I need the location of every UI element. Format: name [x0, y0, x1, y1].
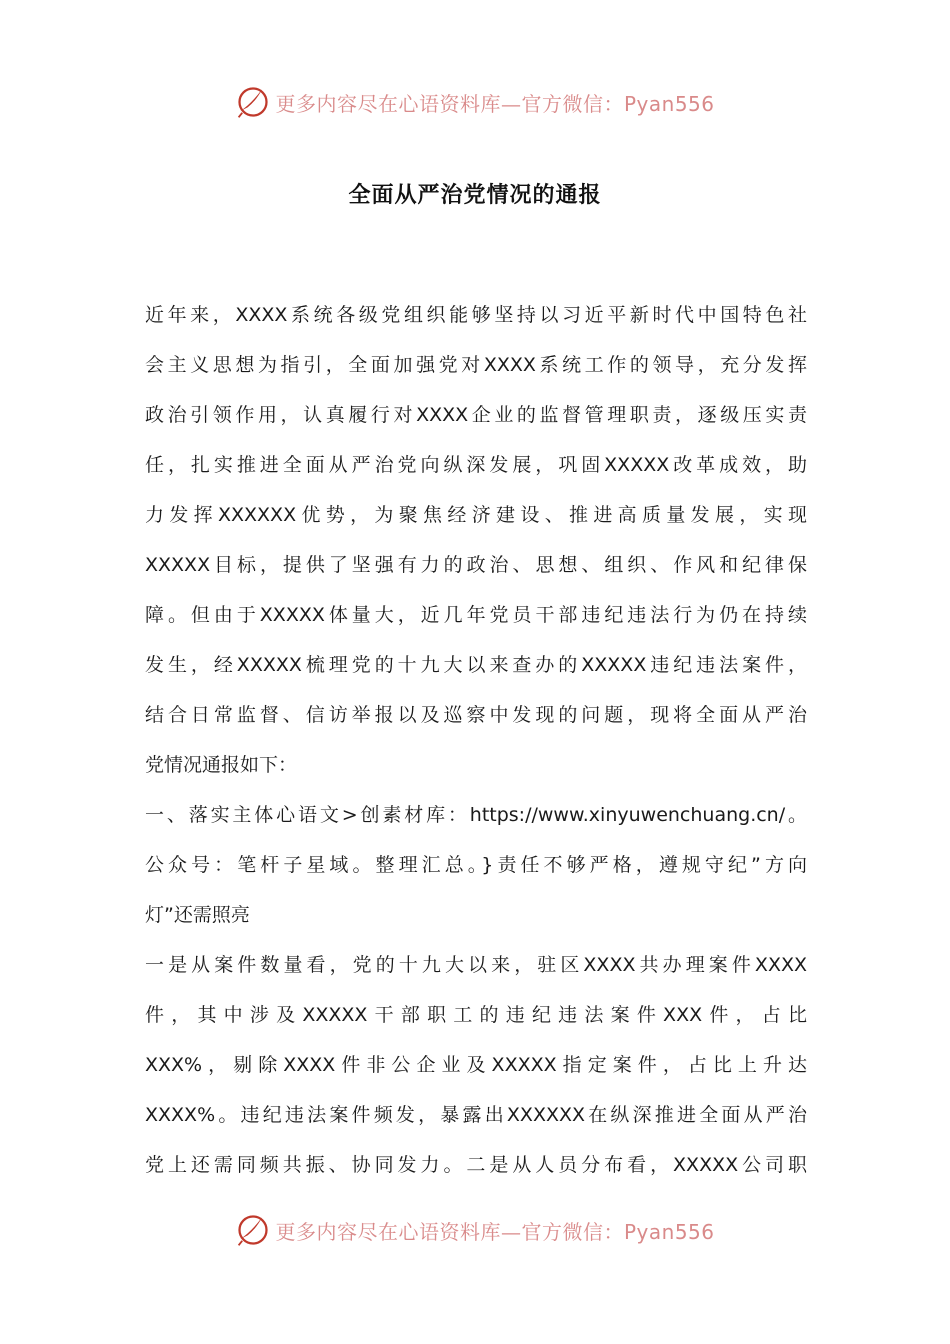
watermark-banner-bottom [0, 1210, 950, 1250]
text-line: 近年来，XXXX系统各级党组织能够坚持以习近平新时代中国特色社 [145, 304, 807, 326]
quill-logo-icon [235, 1212, 271, 1248]
quill-logo-icon [235, 84, 271, 120]
wechat-id: Pyan556 [623, 91, 715, 116]
text-line: 会主义思想为指引，全面加强党对XXXX系统工作的领导，充分发挥 [145, 354, 807, 376]
text-line: 力发挥XXXXXX优势，为聚焦经济建设、推进高质量发展，实现 [145, 504, 807, 526]
watermark-text: 更多内容尽在心语资料库—官方微信：Pyan556 [275, 1219, 715, 1244]
text-line: 障。但由于XXXXX体量大，近几年党员干部违纪违法行为仍在持续 [145, 604, 807, 626]
text-line: 发生，经XXXXX梳理党的十九大以来查办的XXXXX违纪违法案件， [145, 654, 807, 676]
text-line: 结合日常监督、信访举报以及巡察中发现的问题，现将全面从严治 [145, 704, 807, 726]
text-line: 一、落实主体心语文>创素材库：https://www.xinyuwenchuang.cn/。 [145, 804, 807, 826]
text-line: 公众号：笔杆子星域。整理汇总。}责任不够严格，遵规守纪”方向 [145, 854, 807, 876]
document-body [145, 290, 807, 1190]
watermark-text: 更多内容尽在心语资料库—官方微信：Pyan556 [275, 91, 715, 116]
text-line: 政治引领作用，认真履行对XXXX企业的监督管理职责，逐级压实责 [145, 404, 807, 426]
text-line: 任，扎实推进全面从严治党向纵深发展，巩固XXXXX改革成效，助 [145, 454, 807, 476]
text-line: 一是从案件数量看，党的十九大以来，驻区XXXX共办理案件XXXX [145, 954, 807, 976]
text-line: XXXX%。违纪违法案件频发，暴露出XXXXXX在纵深推进全面从严治 [145, 1104, 807, 1126]
text-line: XXXXX目标，提供了坚强有力的政治、思想、组织、作风和纪律保 [145, 554, 807, 576]
text-line: 灯”还需照亮 [145, 904, 250, 926]
text-line: 党情况通报如下： [145, 754, 298, 776]
wechat-id: Pyan556 [623, 1219, 715, 1244]
text-line: XXX%，剔除XXXX件非公企业及XXXXX指定案件，占比上升达 [145, 1054, 807, 1076]
document-title: 全面从严治党情况的通报 [348, 183, 602, 208]
text-line: 件，其中涉及XXXXX干部职工的违纪违法案件XXX件，占比 [145, 1004, 807, 1026]
watermark-banner-top [0, 82, 950, 122]
text-line: 党上还需同频共振、协同发力。二是从人员分布看，XXXXX公司职 [145, 1154, 807, 1176]
